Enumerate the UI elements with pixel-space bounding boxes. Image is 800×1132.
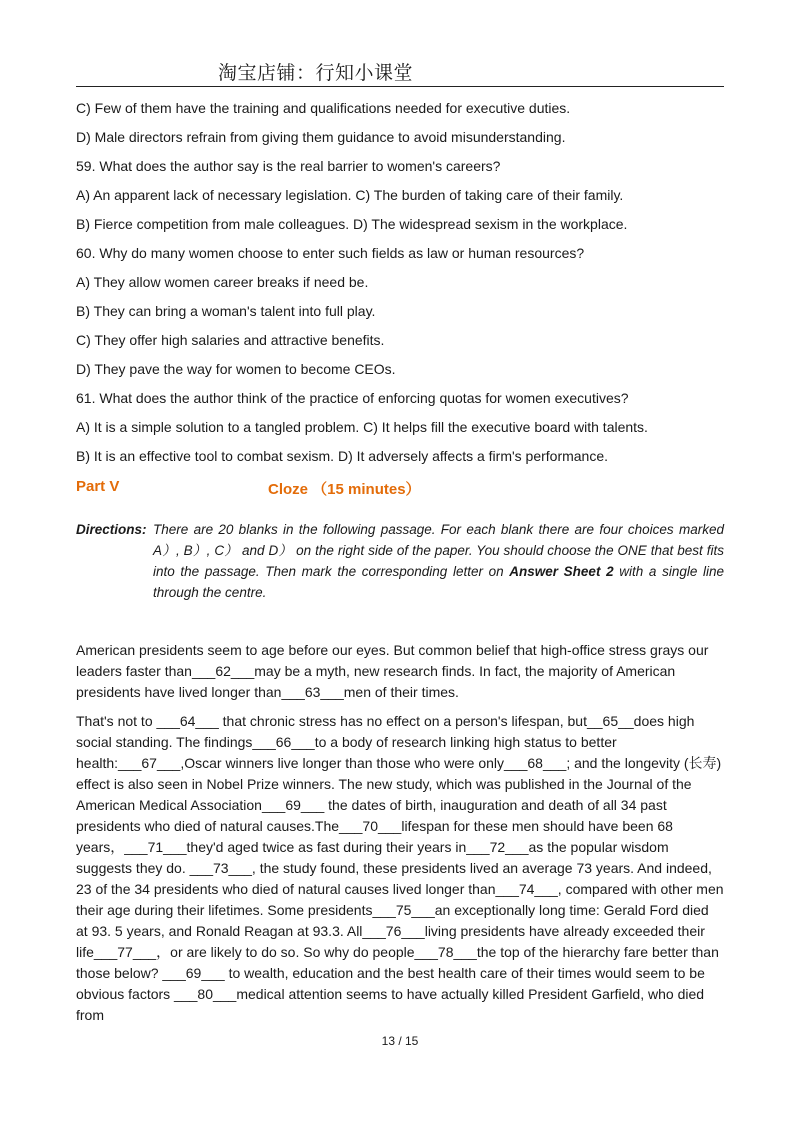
text-line: C) They offer high salaries and attractive benefits.: [76, 332, 385, 348]
text-line: A) It is a simple solution to a tangled problem. C) It helps fill the executive board with talents.: [76, 419, 648, 435]
question-60: 60. Why do many women choose to enter such fields as law or human resources?: [76, 245, 585, 261]
passage-paragraph: American presidents seem to age before our eyes. But common belief that high-office stress grays our leaders faster than___62___may be a myth, new research finds. In fact, the majority of American presidents have lived longer than___63___men of their times.: [76, 642, 709, 700]
question-lines: [76, 98, 724, 475]
cloze-passage: [76, 640, 724, 1034]
page-number: 13 / 15: [381, 1034, 419, 1048]
directions-text-before: There are 20 blanks in the following passage. For each blank there are four choices marked A）, B）, C） and D） on the right side of the paper. You should choose the ONE that best fits into the passage. Then mark the corresponding letter on: [153, 522, 724, 579]
text-line: D) They pave the way for women to become CEOs.: [76, 361, 396, 377]
text-line: B) Fierce competition from male colleagues. D) The widespread sexism in the workplace.: [76, 216, 628, 232]
directions-text: [153, 519, 724, 603]
text-line: D) Male directors refrain from giving them guidance to avoid misunderstanding.: [76, 129, 566, 145]
header-title: 淘宝店铺：行知小课堂: [218, 63, 414, 84]
text-line: A) They allow women career breaks if need be.: [76, 274, 369, 290]
question-61: 61. What does the author think of the practice of enforcing quotas for women executives?: [76, 390, 629, 406]
part-title: Cloze （15 minutes）: [268, 481, 421, 498]
part-label: Part V: [76, 478, 120, 495]
directions-block: [76, 519, 724, 603]
directions-text-after: with a single line through the centre.: [153, 564, 724, 600]
page-header: [76, 56, 724, 87]
text-line: A) An apparent lack of necessary legislation. C) The burden of taking care of their family.: [76, 187, 624, 203]
question-59: 59. What does the author say is the real barrier to women's careers?: [76, 158, 501, 174]
answer-sheet-label: Answer Sheet 2: [509, 564, 614, 579]
text-line: B) They can bring a woman's talent into full play.: [76, 303, 376, 319]
passage-paragraph: That's not to ___64___ that chronic stress has no effect on a person's lifespan, but__65__does high social standing. The findings___66___to a body of research linking high status to better health:___67___,Oscar winners live longer than those who were only___68___; and the longevity (长寿) effect is also seen in Nobel Prize winners. The new study, which was published in the Journal of the American Medical Association___69___ the dates of birth, inauguration and death of all 34 past presidents who died of natural causes.The___70___lifespan for these men should have been 68 years，___71___they'd aged twice as fast during their years in___72___as the popular wisdom suggests they do. ___73___, the study found, these presidents lived an average 73 years. And indeed, 23 of the 34 presidents who died of natural causes lived longer than___74___, compared with other men their age during their lifetimes. Some presidents___75___an exceptionally long time: Gerald Ford died at 93. 5 years, and Ronald Reagan at 93.3. All___76___living presidents have already exceeded their life___77___，or are likely to do so. So why do people___78___the top of the hierarchy fare better than those below? ___69___ to wealth, education and the best health care of their times would seem to be obvious factors ___80___medical attention seems to have actually killed President Garfield, who died from: [76, 713, 724, 1023]
directions-label: Directions:: [76, 522, 147, 537]
text-line: B) It is an effective tool to combat sexism. D) It adversely affects a firm's performance.: [76, 448, 609, 464]
text-line: C) Few of them have the training and qualifications needed for executive duties.: [76, 100, 571, 116]
